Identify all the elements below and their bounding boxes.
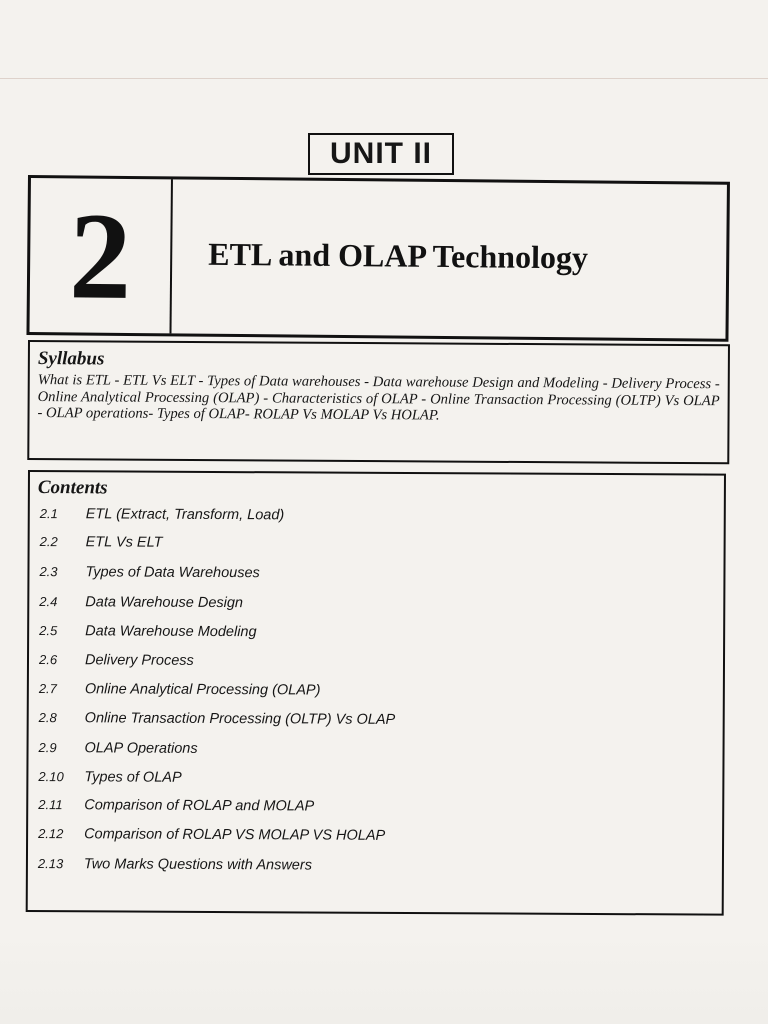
syllabus-box [27,340,730,464]
toc-item [40,534,163,551]
contents-box [26,470,726,916]
toc-label: Types of OLAP [84,769,182,786]
unit-label: UNIT II [308,133,454,175]
toc-label: ETL Vs ELT [85,534,163,551]
toc-label: Online Analytical Processing (OLAP) [84,681,321,699]
toc-number: 2.7 [38,681,57,697]
toc-number: 2.13 [37,856,64,872]
toc-label: Comparison of ROLAP VS MOLAP VS HOLAP [84,826,386,844]
toc-item [39,623,257,640]
toc-label: Comparison of ROLAP and MOLAP [84,797,315,815]
toc-number: 2.9 [38,740,57,756]
toc-label: Online Transaction Processing (OLTP) Vs OLAP [84,710,396,728]
toc-label: ETL (Extract, Transform, Load) [85,506,285,524]
toc-label: Data Warehouse Design [85,594,244,612]
toc-number: 2.10 [38,769,64,785]
toc-item [39,594,243,611]
chapter-number: 2 [68,187,132,325]
toc-item [39,652,194,669]
chapter-header-box [26,175,730,342]
toc-item [39,740,198,757]
toc-label: OLAP Operations [84,740,198,757]
toc-number: 2.5 [39,623,58,639]
toc-item [38,797,314,814]
toc-item [38,856,312,873]
bleed-through-rule [0,78,768,79]
toc-item [39,564,259,581]
syllabus-heading: Syllabus [37,348,105,370]
toc-item [38,769,181,786]
toc-label: Types of Data Warehouses [85,564,260,582]
toc-number: 2.1 [39,506,58,522]
toc-item [39,681,321,698]
chapter-divider [169,179,172,333]
contents-heading: Contents [37,477,108,499]
toc-number: 2.6 [38,652,58,668]
toc-item [40,506,285,523]
toc-label: Data Warehouse Modeling [85,623,257,641]
toc-number: 2.3 [39,564,58,580]
toc-number: 2.2 [39,534,58,550]
toc-number: 2.11 [38,797,63,813]
toc-item [38,826,385,844]
toc-label: Delivery Process [84,652,194,669]
page-margin-bottom [0,930,768,1024]
toc-item [39,710,396,728]
chapter-title: ETL and OLAP Technology [208,235,589,276]
syllabus-text: What is ETL - ETL Vs ELT - Types of Data warehouses - Data warehouse Design and Modeling - Delivery Process - Online Analytical Processing (OLAP) - Characteristics of OLAP - Online Transaction Processing (OLTP) Vs OLAP - OLAP operations- Types of OLAP- ROLAP Vs MOLAP Vs HOLAP. [37,372,720,424]
toc-number: 2.8 [38,710,57,726]
toc-number: 2.4 [39,594,58,610]
toc-label: Two Marks Questions with Answers [83,856,313,874]
toc-number: 2.12 [38,826,64,842]
